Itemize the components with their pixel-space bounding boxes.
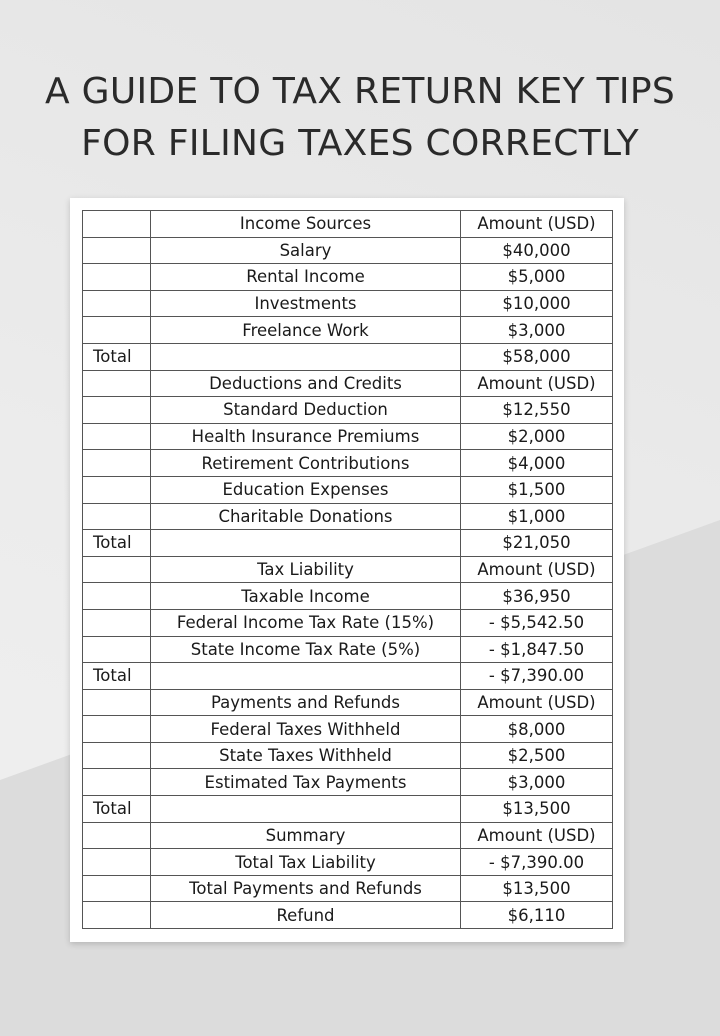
- row-label-cell: [83, 476, 151, 503]
- row-label-cell: [83, 822, 151, 849]
- row-label-cell: [83, 264, 151, 291]
- amount-cell: $2,500: [461, 742, 613, 769]
- item-name-cell: Education Expenses: [151, 476, 461, 503]
- table-row: [83, 609, 613, 636]
- item-name-cell: [151, 343, 461, 370]
- item-name-cell: Salary: [151, 237, 461, 264]
- amount-cell: $3,000: [461, 317, 613, 344]
- item-name-cell: Deductions and Credits: [151, 370, 461, 397]
- row-label-cell: [83, 689, 151, 716]
- tax-table-card: [70, 198, 624, 942]
- item-name-cell: Payments and Refunds: [151, 689, 461, 716]
- item-name-cell: Freelance Work: [151, 317, 461, 344]
- amount-cell: - $5,542.50: [461, 609, 613, 636]
- row-label-cell: [83, 370, 151, 397]
- amount-cell: $2,000: [461, 423, 613, 450]
- item-name-cell: Charitable Donations: [151, 503, 461, 530]
- amount-cell: Amount (USD): [461, 556, 613, 583]
- amount-cell: $21,050: [461, 530, 613, 557]
- table-row: [83, 742, 613, 769]
- item-name-cell: [151, 796, 461, 823]
- item-name-cell: Investments: [151, 290, 461, 317]
- amount-cell: $40,000: [461, 237, 613, 264]
- row-label-cell: [83, 875, 151, 902]
- amount-cell: Amount (USD): [461, 370, 613, 397]
- amount-cell: Amount (USD): [461, 689, 613, 716]
- row-label-cell: Total: [83, 530, 151, 557]
- amount-cell: $36,950: [461, 583, 613, 610]
- amount-cell: Amount (USD): [461, 211, 613, 238]
- item-name-cell: Taxable Income: [151, 583, 461, 610]
- table-row: [83, 822, 613, 849]
- row-label-cell: [83, 769, 151, 796]
- row-label-cell: [83, 716, 151, 743]
- table-row: [83, 397, 613, 424]
- row-label-cell: [83, 583, 151, 610]
- table-row: [83, 849, 613, 876]
- row-label-cell: [83, 290, 151, 317]
- page-title: [0, 66, 720, 170]
- item-name-cell: Tax Liability: [151, 556, 461, 583]
- table-row: [83, 211, 613, 238]
- amount-cell: - $7,390.00: [461, 663, 613, 690]
- amount-cell: - $7,390.00: [461, 849, 613, 876]
- table-row: [83, 343, 613, 370]
- item-name-cell: [151, 663, 461, 690]
- tax-table: [82, 210, 613, 929]
- item-name-cell: Federal Taxes Withheld: [151, 716, 461, 743]
- table-row: [83, 875, 613, 902]
- table-row: [83, 503, 613, 530]
- amount-cell: - $1,847.50: [461, 636, 613, 663]
- row-label-cell: [83, 849, 151, 876]
- item-name-cell: Summary: [151, 822, 461, 849]
- table-row: [83, 317, 613, 344]
- table-row: [83, 370, 613, 397]
- amount-cell: $3,000: [461, 769, 613, 796]
- amount-cell: $1,500: [461, 476, 613, 503]
- row-label-cell: [83, 423, 151, 450]
- table-row: [83, 450, 613, 477]
- amount-cell: $10,000: [461, 290, 613, 317]
- item-name-cell: Total Payments and Refunds: [151, 875, 461, 902]
- item-name-cell: Income Sources: [151, 211, 461, 238]
- table-row: [83, 237, 613, 264]
- row-label-cell: [83, 237, 151, 264]
- row-label-cell: [83, 211, 151, 238]
- row-label-cell: [83, 556, 151, 583]
- amount-cell: $4,000: [461, 450, 613, 477]
- amount-cell: Amount (USD): [461, 822, 613, 849]
- amount-cell: $13,500: [461, 796, 613, 823]
- item-name-cell: Total Tax Liability: [151, 849, 461, 876]
- title-line-1: A GUIDE TO TAX RETURN KEY TIPS: [45, 71, 675, 112]
- item-name-cell: State Taxes Withheld: [151, 742, 461, 769]
- item-name-cell: Health Insurance Premiums: [151, 423, 461, 450]
- item-name-cell: [151, 530, 461, 557]
- amount-cell: $1,000: [461, 503, 613, 530]
- row-label-cell: [83, 503, 151, 530]
- title-line-2: FOR FILING TAXES CORRECTLY: [81, 123, 639, 164]
- row-label-cell: [83, 317, 151, 344]
- item-name-cell: Refund: [151, 902, 461, 929]
- row-label-cell: [83, 636, 151, 663]
- amount-cell: $58,000: [461, 343, 613, 370]
- amount-cell: $13,500: [461, 875, 613, 902]
- table-row: [83, 902, 613, 929]
- table-row: [83, 530, 613, 557]
- table-row: [83, 796, 613, 823]
- row-label-cell: Total: [83, 663, 151, 690]
- amount-cell: $5,000: [461, 264, 613, 291]
- item-name-cell: Retirement Contributions: [151, 450, 461, 477]
- item-name-cell: Federal Income Tax Rate (15%): [151, 609, 461, 636]
- table-row: [83, 476, 613, 503]
- table-row: [83, 264, 613, 291]
- row-label-cell: [83, 450, 151, 477]
- row-label-cell: [83, 902, 151, 929]
- table-row: [83, 636, 613, 663]
- table-row: [83, 290, 613, 317]
- row-label-cell: [83, 742, 151, 769]
- table-row: [83, 423, 613, 450]
- amount-cell: $6,110: [461, 902, 613, 929]
- item-name-cell: Estimated Tax Payments: [151, 769, 461, 796]
- table-row: [83, 689, 613, 716]
- table-row: [83, 663, 613, 690]
- table-row: [83, 583, 613, 610]
- row-label-cell: [83, 397, 151, 424]
- item-name-cell: Rental Income: [151, 264, 461, 291]
- row-label-cell: [83, 609, 151, 636]
- table-row: [83, 769, 613, 796]
- row-label-cell: Total: [83, 796, 151, 823]
- item-name-cell: State Income Tax Rate (5%): [151, 636, 461, 663]
- amount-cell: $12,550: [461, 397, 613, 424]
- table-row: [83, 556, 613, 583]
- tax-table-body: [83, 211, 613, 929]
- table-row: [83, 716, 613, 743]
- item-name-cell: Standard Deduction: [151, 397, 461, 424]
- amount-cell: $8,000: [461, 716, 613, 743]
- row-label-cell: Total: [83, 343, 151, 370]
